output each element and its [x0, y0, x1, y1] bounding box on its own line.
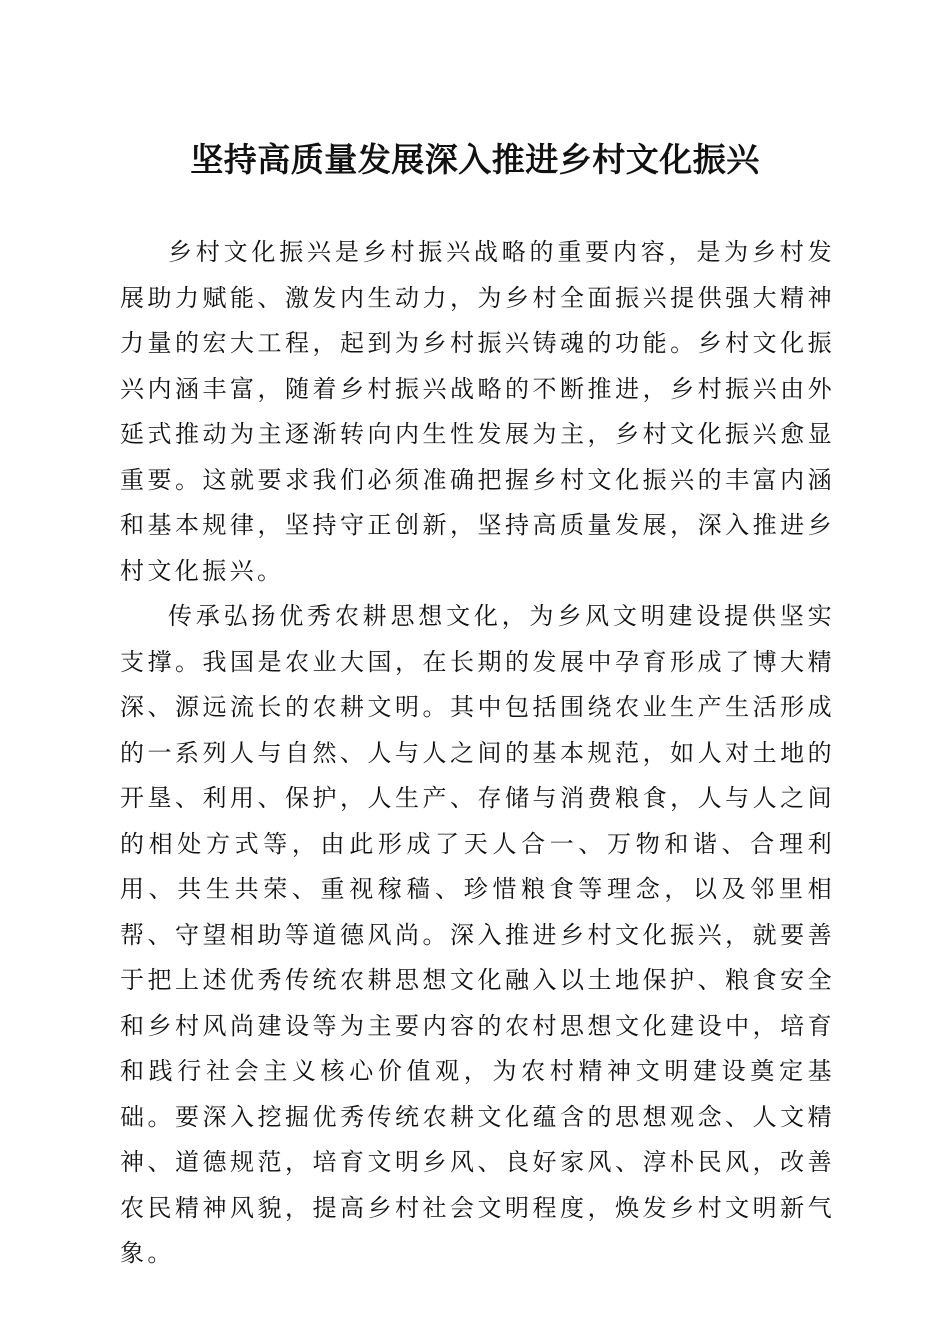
paragraph-intro: 乡村文化振兴是乡村振兴战略的重要内容，是为乡村发展助力赋能、激发内生动力，为乡村全面振兴提供强大精神力量的宏大工程，起到为乡村振兴铸魂的功能。乡村文化振兴内涵丰富，随着乡村振兴战略的不断推进，乡村振兴由外延式推动为主逐渐转向内生性发展为主，乡村文化振兴愈显重要。这就要求我们必须准确把握乡村文化振兴的丰富内涵和基本规律，坚持守正创新，坚持高质量发展，深入推进乡村文化振兴。	[120, 238, 835, 585]
document-body	[120, 230, 835, 1277]
document-title: 坚持高质量发展深入推进乡村文化振兴	[190, 140, 760, 179]
paragraph-farming-culture: 传承弘扬优秀农耕思想文化，为乡风文明建设提供坚实支撑。我国是农业大国，在长期的发展中孕育形成了博大精深、源远流长的农耕文明。其中包括围绕农业生产生活形成的一系列人与自然、人与人之间的基本规范，如人对土地的开垦、利用、保护，人生产、存储与消费粮食，人与人之间的相处方式等，由此形成了天人合一、万物和谐、合理利用、共生共荣、重视稼穑、珍惜粮食等理念，以及邻里相帮、守望相助等道德风尚。深入推进乡村文化振兴，就要善于把上述优秀传统农耕思想文化融入以土地保护、粮食安全和乡村风尚建设等为主要内容的农村思想文化建设中，培育和践行社会主义核心价值观，为农村精神文明建设奠定基础。要深入挖掘优秀传统农耕文化蕴含的思想观念、人文精神、道德规范，培育文明乡风、良好家风、淳朴民风，改善农民精神风貌，提高乡村社会文明程度，焕发乡村文明新气象。	[120, 602, 835, 1267]
